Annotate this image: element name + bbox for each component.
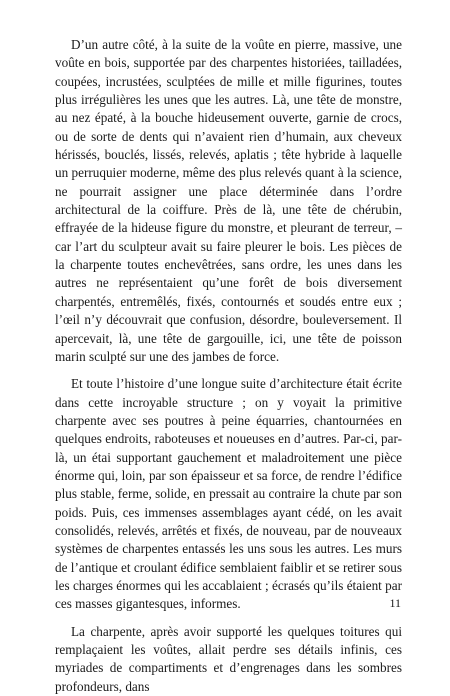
page-number: 11	[389, 596, 401, 610]
body-paragraph-3: La charpente, après avoir supporté les quelques toitures qui remplaçaient les voûtes, allait perdre ses détails infinis, ces myriades de compartiments et d’engrenages dans les sombres profondeurs, dans	[55, 623, 402, 694]
page-body	[55, 36, 402, 696]
body-paragraph-2: Et toute l’histoire d’une longue suite d’architecture était écrite dans cette incroyable structure ; on y voyait la primitive charpente avec ses poutres à peine équarries, chantournées en quelques endroits, raboteuses et noueuses en d’autres. Par-ci, par-là, un étai supportant gauchement et maladroitement une pièce énorme qui, loin, par son épaisseur et sa force, de rendre l’édifice plus stable, ferme, solide, en pressait au contraire la chute par son poids. Puis, ces immenses assemblages ayant cédé, on les avait consolidés, relevés, arrêtés et fixés, de nouveau, par de nouveaux systèmes de charpentes entassés les uns sous les autres. Les murs de l’antique et croulant édifice semblaient faiblir et se retirer sous les charges énormes qui les accablaient ; écrasés qu’ils étaient par ces masses gigantesques, informes.	[55, 376, 402, 612]
body-paragraph-1: D’un autre côté, à la suite de la voûte en pierre, massive, une voûte en bois, supportée par des charpentes historiées, tailladées, coupées, incrustées, sculptées de mille et mille figurines, toutes plus irrégulières les unes que les autres. Là, une tête de monstre, au nez épaté, à la bouche hideusement ouverte, garnie de crocs, ou de sorte de dents qui n’avaient rien d’humain, aux cheveux hérissés, bouclés, lissés, relevés, aplatis ; tête hybride à laquelle un perruquier moderne, même des plus relevés quant à la science, ne pourrait assigner une place déterminée dans l’ordre architectural de la coiffure. Près de là, une tête de chérubin, effrayée de la hideuse figure du monstre, et pleurant de terreur, – car l’art du sculpteur avait su faire pleurer le bois. Les pièces de la charpente toutes enchevêtrées, sans ordre, les unes dans les autres ne représentaient qu’une forêt de bois diversement charpentés, entremêlés, fixés, contournés et soudés entre eux ; l’œil n’y découvrait que confusion, désordre, bouleversement. Il apercevait, là, une tête de gargouille, ici, une tête de poisson marin sculpté sur une des jambes de force.	[55, 37, 402, 364]
